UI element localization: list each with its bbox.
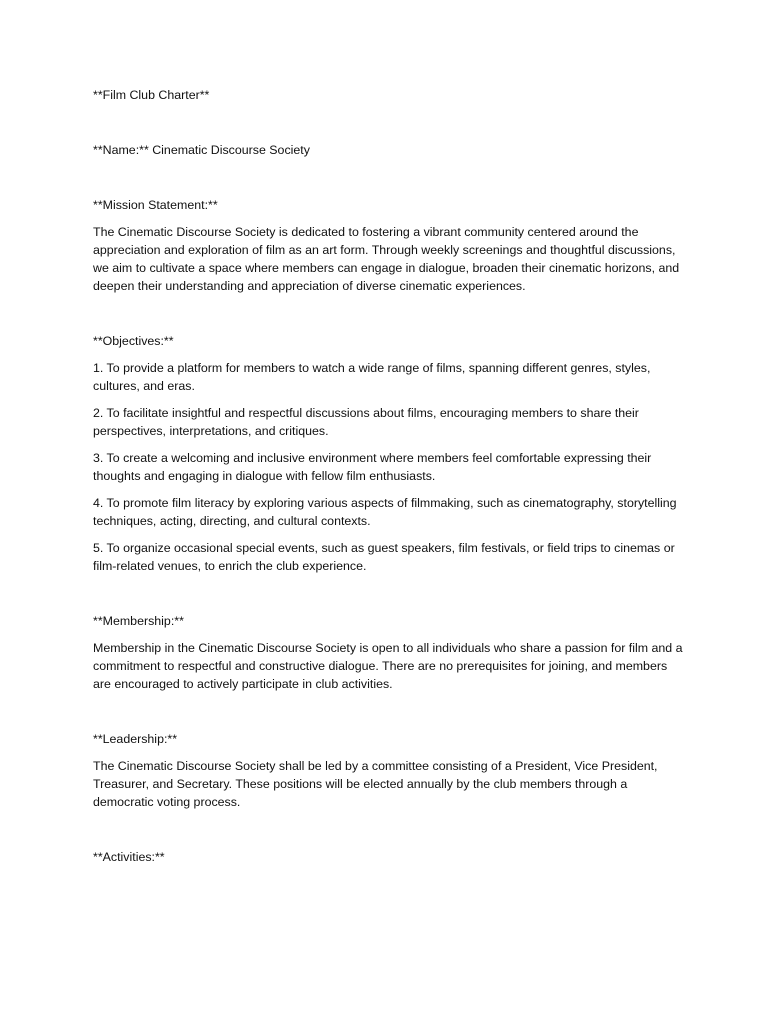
leadership-section [93, 730, 683, 811]
club-name-line: **Name:** Cinematic Discourse Society [93, 143, 310, 157]
leadership-heading: **Leadership:** [93, 732, 178, 746]
objective-item: 2. To facilitate insightful and respectful discussions about films, encouraging members to share their perspectives, interpretations, and critiques. [93, 406, 639, 438]
objectives-section [93, 332, 683, 575]
membership-text: Membership in the Cinematic Discourse Society is open to all individuals who share a passion for film and a commitment to respectful and constructive dialogue. There are no prerequisites for joining, and members are encouraged to actively participate in club activities. [93, 641, 683, 691]
document-title: **Film Club Charter** [93, 88, 210, 102]
objective-item: 4. To promote film literacy by exploring various aspects of filmmaking, such as cinematography, storytelling techniques, acting, directing, and cultural contexts. [93, 496, 677, 528]
objective-item: 1. To provide a platform for members to watch a wide range of films, spanning different genres, styles, cultures, and eras. [93, 361, 651, 393]
mission-heading: **Mission Statement:** [93, 198, 218, 212]
objective-item: 5. To organize occasional special events, such as guest speakers, film festivals, or field trips to cinemas or film-related venues, to enrich the club experience. [93, 541, 675, 573]
membership-heading: **Membership:** [93, 614, 184, 628]
objectives-list [93, 359, 683, 575]
objective-item: 3. To create a welcoming and inclusive environment where members feel comfortable expressing their thoughts and engaging in dialogue with fellow film enthusiasts. [93, 451, 652, 483]
leadership-text: The Cinematic Discourse Society shall be led by a committee consisting of a President, Vice President, Treasurer, and Secretary. These positions will be elected annually by the club members through a democratic voting process. [93, 759, 658, 809]
objectives-heading: **Objectives:** [93, 334, 174, 348]
mission-section [93, 196, 683, 295]
mission-text: The Cinematic Discourse Society is dedicated to fostering a vibrant community centered around the appreciation and exploration of film as an art form. Through weekly screenings and thoughtful discussions, we aim to cultivate a space where members can engage in dialogue, broaden their cinematic horizons, and deepen their understanding and appreciation of diverse cinematic experiences. [93, 225, 680, 293]
activities-section [93, 848, 683, 866]
document-body [93, 86, 683, 866]
activities-heading: **Activities:** [93, 850, 165, 864]
membership-section [93, 612, 683, 693]
